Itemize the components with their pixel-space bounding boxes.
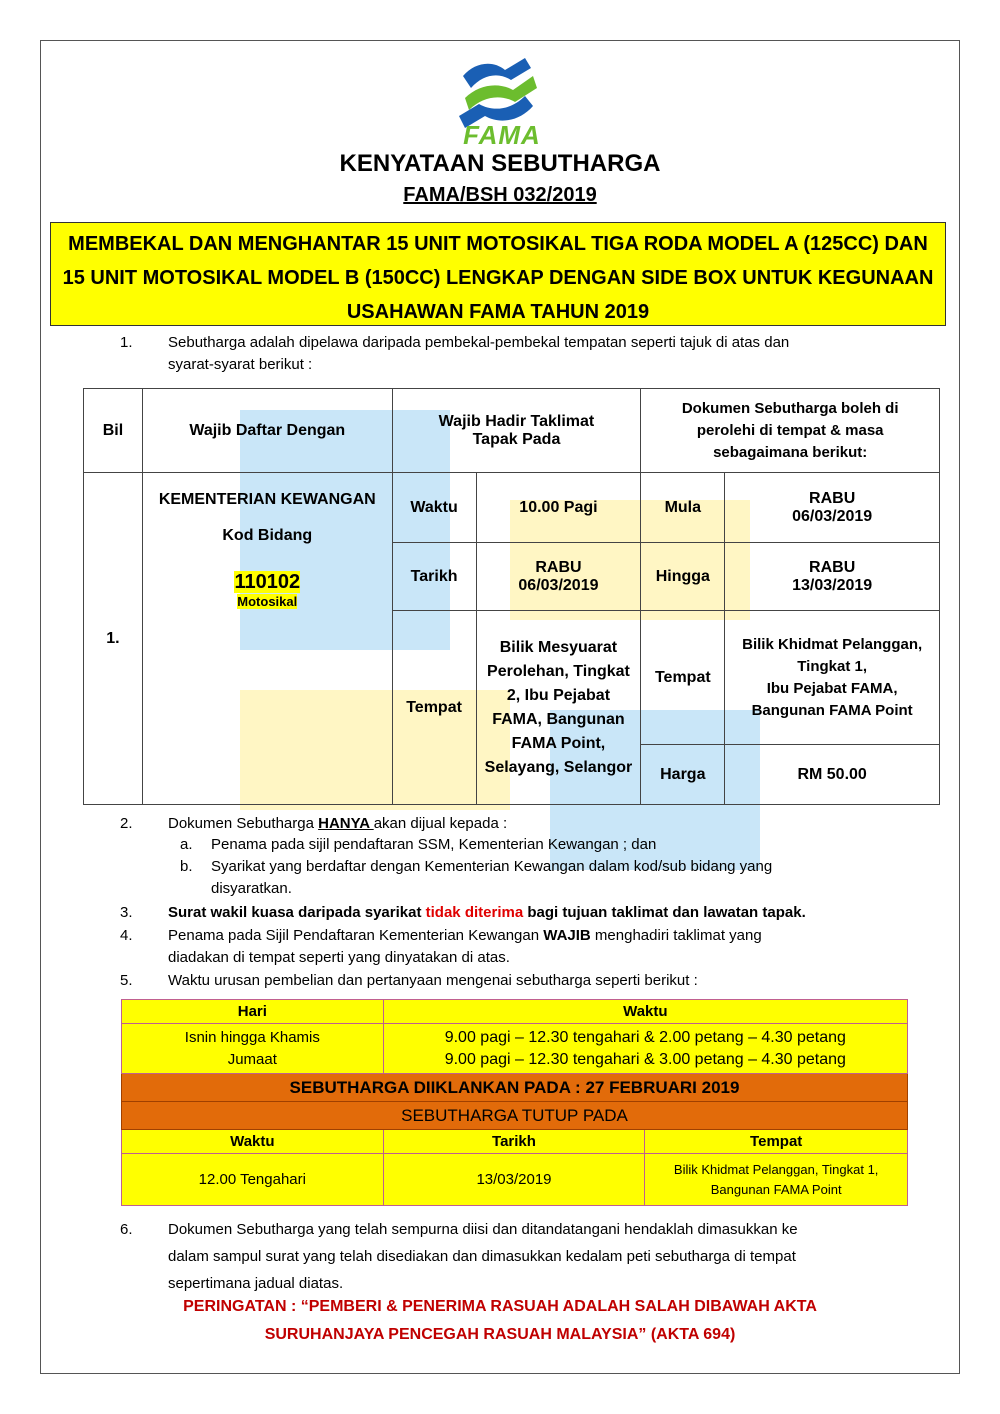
- text-line: Perolehan, Tingkat: [487, 662, 630, 680]
- item-3-text: [168, 902, 908, 924]
- header-daftar: Wajib Daftar Dengan: [142, 389, 392, 473]
- tempat2-value: [725, 611, 940, 745]
- schedule-table: [121, 999, 908, 1206]
- text-line: 9.00 pagi – 12.30 tengahari & 3.00 petang – 4.30 petang: [444, 1050, 846, 1068]
- text-span: Penama pada Sijil Pendaftaran Kementerian Kewangan: [168, 927, 544, 944]
- reference-number: FAMA/BSH 032/2019: [403, 184, 597, 206]
- text-line: Bilik Khidmat Pelanggan,: [742, 635, 923, 653]
- text-line: 06/03/2019: [792, 507, 873, 525]
- text-line: perolehi di tempat & masa: [696, 421, 884, 439]
- ministry-name: KEMENTERIAN KEWANGAN: [158, 491, 376, 508]
- closing-tarikh-label: Tarikh: [383, 1130, 645, 1154]
- item-4-text: [168, 925, 908, 969]
- field-code: 110102: [234, 571, 301, 593]
- closing-tarikh: 13/03/2019: [383, 1154, 645, 1206]
- emphasis-red: tidak diterima: [425, 904, 524, 921]
- tempat-label: Tempat: [392, 611, 476, 805]
- waktu-label: Waktu: [392, 473, 476, 543]
- text-line: RABU: [809, 489, 856, 507]
- item-5-text: Waktu urusan pembelian dan pertanyaan mengenai sebutharga seperti berikut :: [168, 972, 698, 989]
- text-span: menghadiri taklimat yang: [590, 927, 762, 944]
- text-span: bagi tujuan taklimat dan lawatan tapak.: [523, 904, 806, 921]
- advertised-date: SEBUTHARGA DIIKLANKAN PADA : 27 FEBRUARI 2019: [122, 1074, 908, 1102]
- sub-label: b.: [180, 858, 193, 875]
- text-line: sebagaimana berikut:: [713, 443, 868, 461]
- closing-waktu: 12.00 Tengahari: [122, 1154, 384, 1206]
- text-line: diadakan di tempat seperti yang dinyatakan di atas.: [168, 949, 510, 966]
- text-line: Jumaat: [227, 1050, 277, 1068]
- text-line: disyaratkan.: [211, 880, 292, 897]
- fama-logo-text: FAMA: [463, 120, 541, 150]
- closing-waktu-label: Waktu: [122, 1130, 384, 1154]
- text-line: Selayang, Selangor: [484, 758, 633, 776]
- closing-heading: SEBUTHARGA TUTUP PADA: [122, 1102, 908, 1130]
- warning-line-1: PERINGATAN : “PEMBERI & PENERIMA RASUAH ADALAH SALAH DIBAWAH AKTA: [183, 1298, 817, 1315]
- subject-box: [50, 222, 946, 326]
- item-number: 5.: [120, 972, 133, 989]
- item-6-text: [168, 1216, 908, 1297]
- hari-values: [122, 1024, 384, 1074]
- text-line: Isnin hingga Khamis: [184, 1028, 320, 1046]
- registration-cell: [142, 473, 392, 805]
- sub-label: a.: [180, 836, 193, 853]
- text-line: Bangunan FAMA Point: [710, 1181, 842, 1197]
- subject-line: USAHAWAN FAMA TAHUN 2019: [346, 301, 650, 323]
- waktu-values: [383, 1024, 907, 1074]
- text-line: Bilik Khidmat Pelanggan, Tingkat 1,: [673, 1161, 879, 1177]
- mula-label: Mula: [641, 473, 725, 543]
- tempat2-label: Tempat: [641, 611, 725, 745]
- harga-value: RM 50.00: [725, 745, 940, 805]
- text-line: dalam sampul surat yang telah disediakan dan dimasukkan kedalam peti sebutharga di tempat: [168, 1248, 796, 1265]
- text-line: Tingkat 1,: [797, 657, 868, 675]
- text-line: sepertimana jadual diatas.: [168, 1275, 344, 1292]
- item-number: 2.: [120, 815, 133, 832]
- text-span: akan dijual kepada :: [373, 815, 508, 832]
- warning-line-2: SURUHANJAYA PENCEGAH RASUAH MALAYSIA” (AKTA 694): [264, 1326, 736, 1343]
- text-line: Bangunan FAMA Point: [751, 701, 913, 719]
- text-line: 13/03/2019: [792, 576, 873, 594]
- text-line: Dokumen Sebutharga yang telah sempurna diisi dan ditandatangani hendaklah dimasukkan ke: [168, 1221, 798, 1238]
- item-2-text: [168, 813, 908, 835]
- field-code-desc: Motosikal: [237, 594, 298, 609]
- header-waktu: Waktu: [383, 1000, 907, 1024]
- subject-line: MEMBEKAL DAN MENGHANTAR 15 UNIT MOTOSIKAL TIGA RODA MODEL A (125CC) DAN: [68, 233, 928, 255]
- waktu-value: 10.00 Pagi: [476, 473, 641, 543]
- header-bil: Bil: [84, 389, 143, 473]
- closing-tempat: [645, 1154, 908, 1206]
- hingga-label: Hingga: [641, 543, 725, 611]
- text-line: FAMA, Bangunan: [492, 710, 625, 728]
- header-taklimat: [392, 389, 641, 473]
- harga-label: Harga: [641, 745, 725, 805]
- header-dokumen: [641, 389, 940, 473]
- text-span: Dokumen Sebutharga: [168, 815, 319, 832]
- text-line: Sebutharga adalah dipelawa daripada pembekal-pembekal tempatan seperti tajuk di atas dan: [168, 334, 790, 351]
- item-2b-text: [211, 856, 901, 900]
- text-line: Bilik Mesyuarat: [499, 638, 618, 656]
- tempat-value: [476, 611, 641, 805]
- tarikh-label: Tarikh: [392, 543, 476, 611]
- page-title: KENYATAAN SEBUTHARGA: [339, 150, 661, 177]
- item-number: 6.: [120, 1221, 133, 1238]
- text-line: 2, Ibu Pejabat: [506, 686, 611, 704]
- text-line: Dokumen Sebutharga boleh di: [681, 399, 899, 417]
- mula-value: [725, 473, 940, 543]
- text-line: RABU: [535, 558, 582, 576]
- text-line: 9.00 pagi – 12.30 tengahari & 2.00 petang – 4.30 petang: [444, 1028, 846, 1046]
- hingga-value: [725, 543, 940, 611]
- item-2a-text: Penama pada sijil pendaftaran SSM, Kementerian Kewangan ; dan: [211, 836, 657, 853]
- item-number: 1.: [120, 334, 133, 351]
- text-line: Syarikat yang berdaftar dengan Kementerian Kewangan dalam kod/sub bidang yang: [211, 858, 773, 875]
- code-label: Kod Bidang: [222, 527, 313, 544]
- text-line: 06/03/2019: [518, 576, 599, 594]
- text-line: Tapak Pada: [472, 430, 561, 448]
- text-line: RABU: [809, 558, 856, 576]
- text-line: syarat-syarat berikut :: [168, 356, 313, 373]
- emphasis-hanya: HANYA: [318, 815, 374, 832]
- text-line: Ibu Pejabat FAMA,: [766, 679, 898, 697]
- header-hari: Hari: [122, 1000, 384, 1024]
- text-span: Surat wakil kuasa daripada syarikat: [168, 904, 426, 921]
- emphasis-wajib: WAJIB: [543, 927, 591, 944]
- subject-line: 15 UNIT MOTOSIKAL MODEL B (150CC) LENGKAP DENGAN SIDE BOX UNTUK KEGUNAAN: [62, 267, 934, 289]
- item-number: 4.: [120, 927, 133, 944]
- text-line: FAMA Point,: [511, 734, 606, 752]
- item-number: 3.: [120, 904, 133, 921]
- item-1-text: [168, 332, 908, 376]
- row-bil: 1.: [84, 473, 143, 805]
- tender-details-table: [83, 388, 940, 805]
- tarikh-value: [476, 543, 641, 611]
- text-line: Wajib Hadir Taklimat: [438, 412, 595, 430]
- closing-tempat-label: Tempat: [645, 1130, 908, 1154]
